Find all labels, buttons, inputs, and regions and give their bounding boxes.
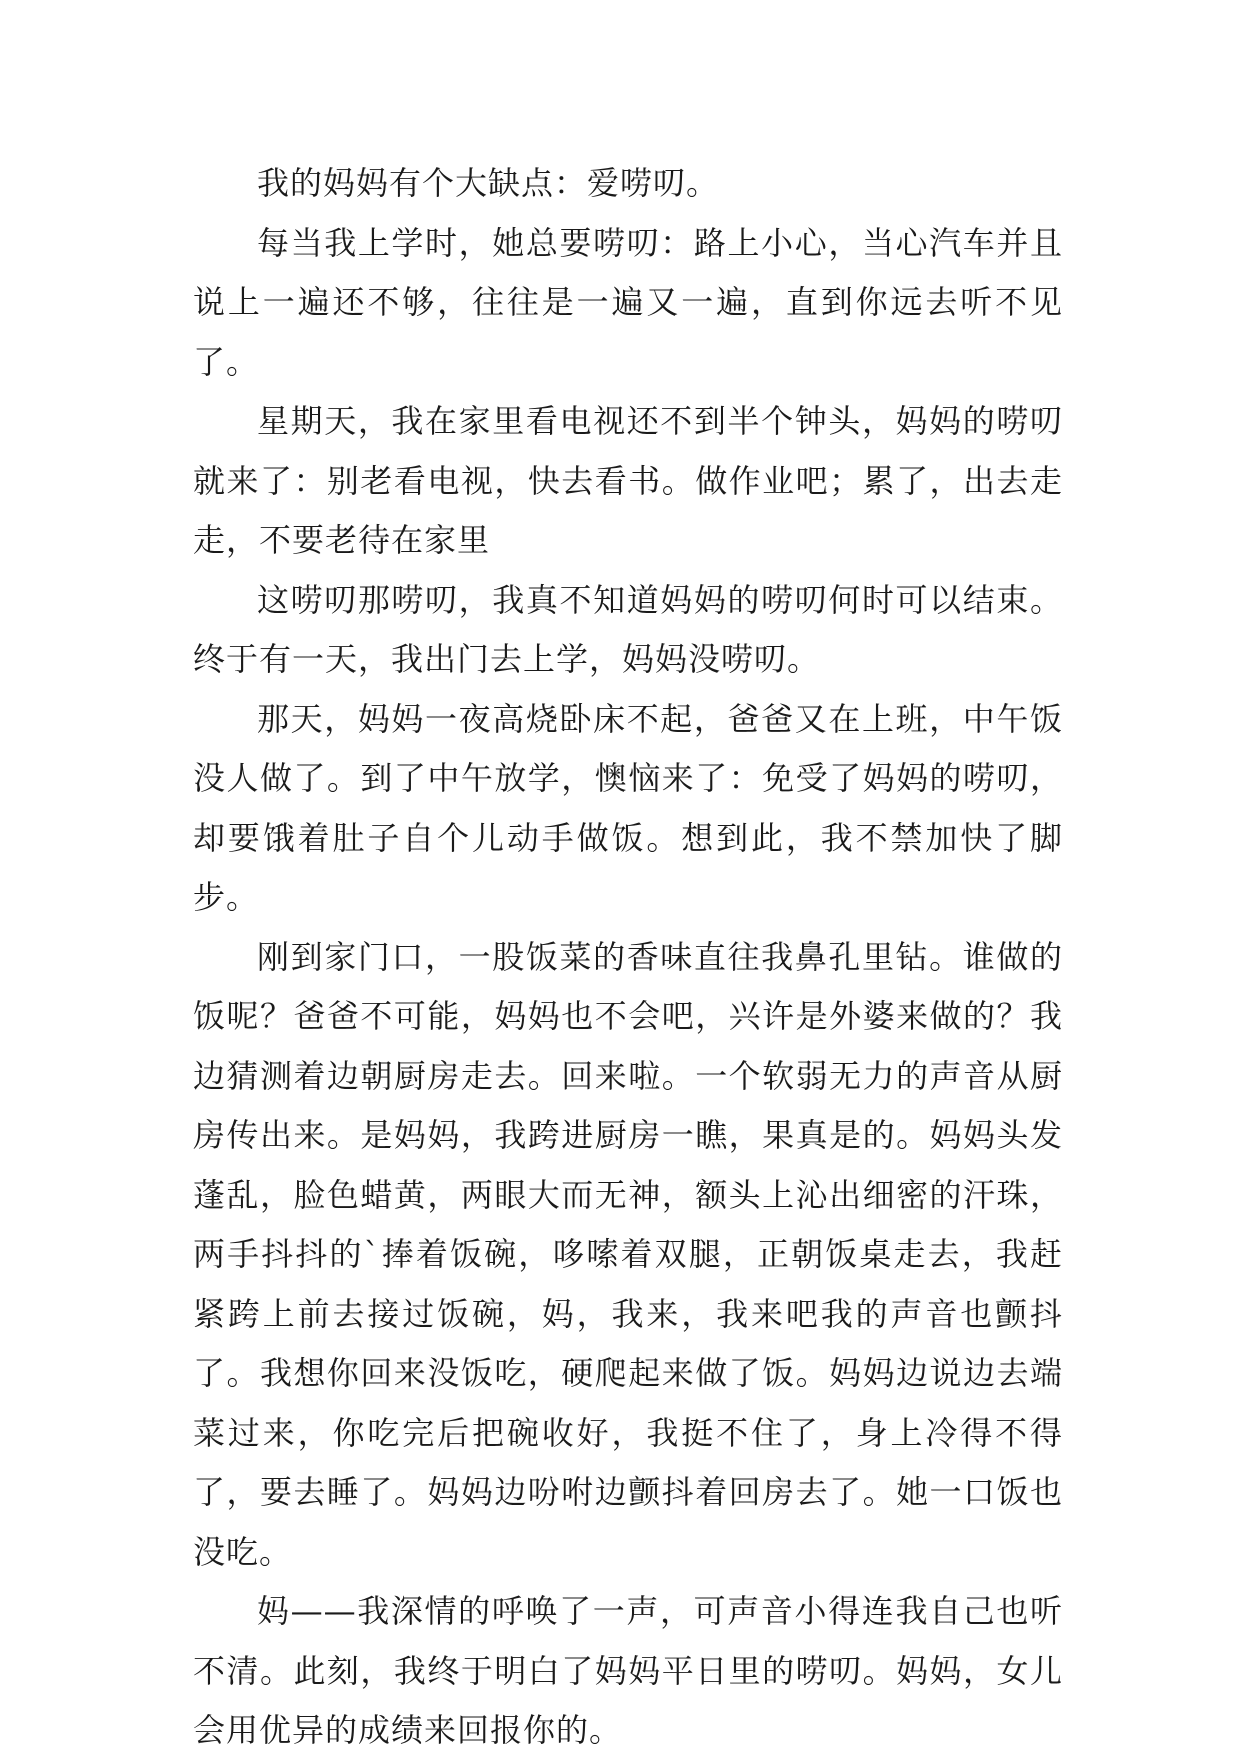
essay-body xyxy=(193,154,1063,1761)
paragraph: 每当我上学时，她总要唠叨：路上小心，当心汽车并且说上一遍还不够，往往是一遍又一遍，直到你远去听不见了。 xyxy=(193,223,1063,381)
paragraph: 这唠叨那唠叨，我真不知道妈妈的唠叨何时可以结束。终于有一天，我出门去上学，妈妈没唠叨。 xyxy=(193,580,1063,678)
paragraph: 星期天，我在家里看电视还不到半个钟头，妈妈的唠叨就来了：别老看电视，快去看书。做作业吧；累了，出去走走，不要老待在家里 xyxy=(193,402,1063,559)
paragraph: 刚到家门口，一股饭菜的香味直往我鼻孔里钻。谁做的饭呢？爸爸不可能，妈妈也不会吧，兴许是外婆来做的？我边猜测着边朝厨房走去。回来啦。一个软弱无力的声音从厨房传出来。是妈妈，我跨进厨房一瞧，果真是的。妈妈头发蓬乱，脸色蜡黄，两眼大而无神，额头上沁出细密的汗珠，两手抖抖的`捧着饭碗，哆嗦着双腿，正朝饭桌走去，我赶紧跨上前去接过饭碗，妈，我来，我来吧我的声音也颤抖了。我想你回来没饭吃，硬爬起来做了饭。妈妈边说边去端菜过来，你吃完后把碗收好，我挺不住了，身上冷得不得了，要去睡了。妈妈边吩咐边颤抖着回房去了。她一口饭也没吃。 xyxy=(193,937,1063,1571)
paragraph: 我的妈妈有个大缺点：爱唠叨。 xyxy=(257,164,720,202)
paragraph: 那天，妈妈一夜高烧卧床不起，爸爸又在上班，中午饭没人做了。到了中午放学，懊恼来了：免受了妈妈的唠叨，却要饿着肚子自个儿动手做饭。想到此，我不禁加快了脚步。 xyxy=(193,699,1063,916)
paragraph: 妈——我深情的呼唤了一声，可声音小得连我自己也听不清。此刻，我终于明白了妈妈平日里的唠叨。妈妈，女儿会用优异的成绩来回报你的。 xyxy=(193,1592,1063,1749)
